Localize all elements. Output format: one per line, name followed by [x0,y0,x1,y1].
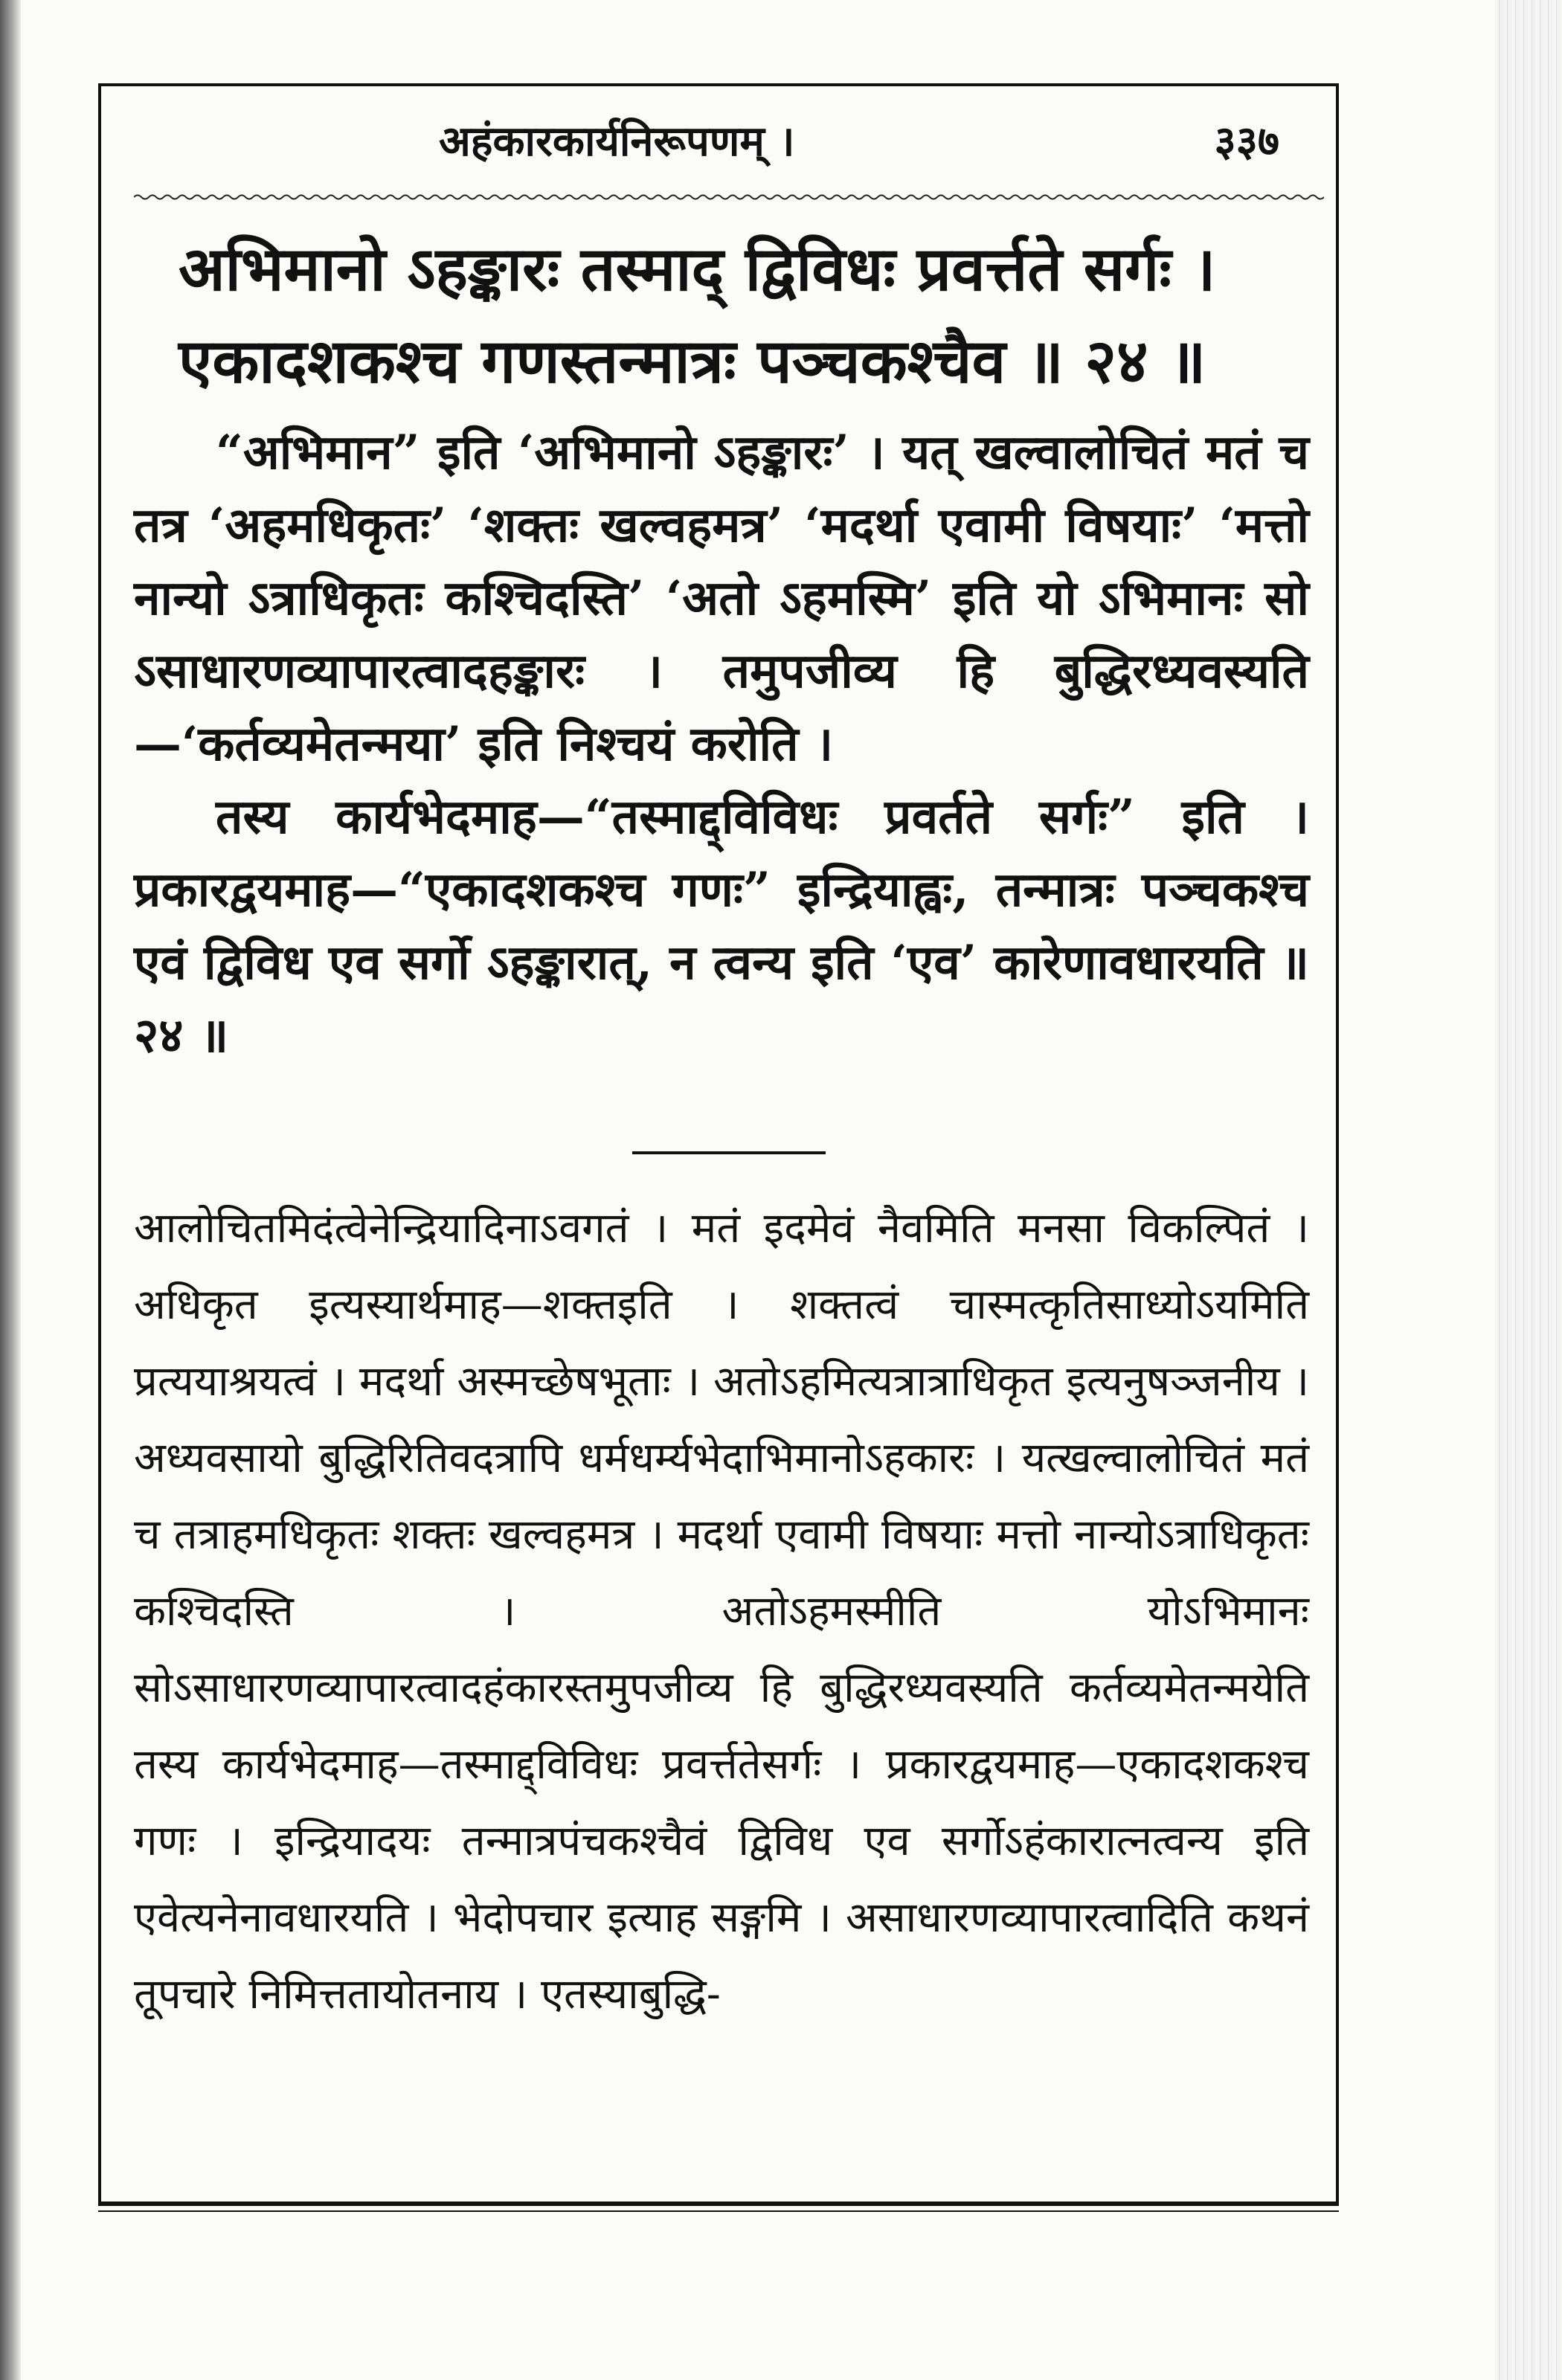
page-stack-edge [1495,0,1562,2380]
verse-line-1: अभिमानो ऽहङ्कारः तस्माद् द्विविधः प्रवर्त्तते सर्गः । [179,234,1216,305]
commentary-paragraph-1: “अभिमान” इति ‘अभिमानो ऽहङ्कारः’ । यत् खल्वालोचितं मतं च तत्र ‘अहमधिकृतः’ ‘शक्तः खल्वहमत्र’ ‘मदर्था एवामी विषयाः’ ‘मत्तो नान्यो ऽत्राधिकृतः कश्चिदस्ति’ ‘अतो ऽहमस्मि’ इति यो ऽभिमानः सो ऽसाधारणव्यापारत्वादहङ्कारः । तमुपजीव्य हि बुद्धिरध्यवस्यति—‘कर्तव्यमेतन्मया’ इति निश्चयं करोति । [134,425,1309,772]
page-number: ३३७ [1214,117,1279,166]
commentary [134,416,1309,1072]
commentary-paragraph-2: तस्य कार्यभेदमाह—“तस्माद्द्विविधः प्रवर्तते सर्गः” इति । प्रकारद्वयमाह—“एकादशकश्च गणः” इन्द्रियाह्वः, तन्मात्रः पञ्चकश्च एवं द्विविध एव सर्गो ऽहङ्कारात्, न त्वन्य इति ‘एव’ कारेणावधारयति ॥ २४ ॥ [134,789,1309,1064]
separator-rule [632,1151,826,1154]
frame-bottom-rule-thin [98,2210,1339,2212]
footnote-gloss: आलोचितमिदंत्वेनेन्द्रियादिनाऽवगतं । मतं इदमेवं नैवमिति मनसा विकल्पितं । अधिकृत इत्यस्यार्थमाह—शक्तइति । शक्तत्वं चास्मत्कृतिसाध्योऽयमिति प्रत्ययाश्रयत्वं । मदर्था अस्मच्छेषभूताः । अतोऽहमित्यत्रात्राधिकृत इत्यनुषञ्जनीय । अध्यवसायो बुद्धिरितिवदत्रापि धर्मधर्म्यभेदाभिमानोऽहकारः । यत्खल्वालोचितं मतं च तत्राहमधिकृतः शक्तः खल्वहमत्र । मदर्था एवामी विषयाः मत्तो नान्योऽत्राधिकृतः कश्चिदस्ति । अतोऽहमस्मीति योऽभिमानः सोऽसाधारणव्यापारत्वादहंकारस्तमुपजीव्य हि बुद्धिरध्यवस्यति कर्तव्यमेतन्मयेति तस्य कार्यभेदमाह—तस्माद्द्विविधः प्रवर्त्ततेसर्गः । प्रकारद्वयमाह—एकादशकश्च गणः । इन्द्रियादयः तन्मात्रपंचकश्चैवं द्विविध एव सर्गोऽहंकारात्नत्वन्य इति एवेत्यनेनावधारयति । भेदोपचार इत्याह सङ्गमि । असाधारणव्यापारत्वादिति कथनं तूपचारे निमित्ततायोतनाय । एतस्याबुद्धि- [134,1204,1309,2019]
karika-verse [179,223,1309,408]
verse-line-2: एकादशकश्च गणस्तन्मात्रः पञ्चकश्चैव ॥ २४ ॥ [179,326,1206,397]
running-title: अहंकारकार्यनिरूपणम् । [439,117,795,166]
running-head [126,112,1309,178]
binding-edge [0,0,21,2380]
wavy-rule [134,192,1324,202]
frame-bottom-rule [98,2202,1339,2206]
